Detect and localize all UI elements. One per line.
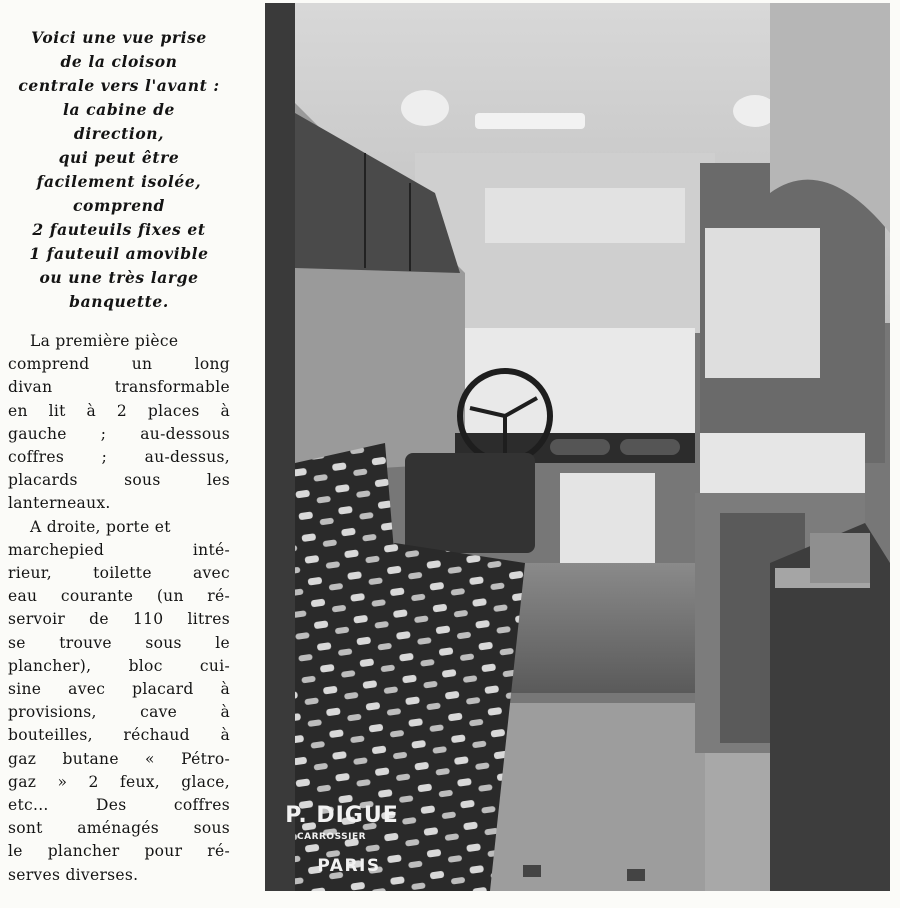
body-line: rieur, toilette avec	[8, 564, 230, 583]
body-line: eau courante (un ré-	[8, 587, 230, 606]
body-line: en lit à 2 places à	[8, 401, 230, 420]
caption-line: facilement isolée,	[36, 172, 202, 191]
body-line: La première pièce	[30, 332, 179, 350]
left-door-frame	[265, 3, 295, 891]
caption-line: ou une très large	[39, 268, 199, 287]
caption-line: qui peut être	[58, 148, 180, 167]
windshield	[425, 328, 695, 448]
body-line: comprend un long	[8, 355, 230, 374]
caption-line: 2 fauteuils fixes et	[32, 220, 206, 239]
caption-line: centrale vers l'avant :	[18, 76, 220, 95]
body-line: lanterneaux.	[8, 494, 111, 513]
mirror-cabinet	[705, 228, 820, 378]
photographer-stamp	[267, 803, 417, 876]
interior-illustration	[265, 3, 890, 891]
caption-line: comprend	[73, 196, 165, 215]
caption-line: de la cloison	[60, 52, 178, 71]
body-line: serves diverses.	[8, 865, 139, 884]
stamp-city: PARIS	[317, 856, 381, 876]
roof-hatch	[485, 188, 685, 243]
floor-hatch	[480, 703, 725, 891]
body-line: bouteilles, réchaud à	[8, 726, 230, 745]
body-line: etc... Des coffres	[8, 796, 230, 815]
body-line: gaz butane « Pétro-	[8, 749, 230, 768]
interior-photo	[265, 3, 890, 891]
roof-light	[475, 113, 585, 129]
caption-line: la cabine de	[63, 100, 175, 119]
ceiling-light-left	[401, 90, 449, 126]
caption-line: Voici une vue prise	[31, 28, 207, 47]
body-line: plancher), bloc cui-	[8, 656, 230, 675]
article-body	[8, 330, 230, 887]
body-line: sont aménagés sous	[8, 819, 230, 838]
stamp-trade: CARROSSIER	[297, 832, 367, 842]
body-line: coffres ; au-dessus,	[8, 448, 230, 467]
body-line: servoir de 110 litres	[8, 610, 230, 629]
stove-burners	[810, 533, 870, 583]
text-column	[8, 26, 230, 887]
body-line: le plancher pour ré-	[8, 842, 230, 861]
body-line: marchepied inté-	[8, 540, 230, 559]
photo-caption	[8, 26, 230, 314]
body-line: gauche ; au-dessous	[8, 424, 230, 443]
caption-line: banquette.	[69, 292, 169, 311]
body-line: gaz » 2 feux, glace,	[8, 772, 230, 791]
body-line: A droite, porte et	[30, 517, 171, 536]
stamp-name: P. DIGUE	[285, 803, 399, 828]
washbasin	[700, 433, 865, 493]
body-line: se trouve sous le	[8, 633, 230, 652]
cabin-floor	[505, 563, 705, 693]
body-line: sine avec placard à	[8, 680, 230, 699]
body-line: placards sous les	[8, 471, 230, 490]
body-line: provisions, cave à	[8, 703, 230, 722]
body-line: divan transformable	[8, 378, 230, 397]
caption-line: 1 fauteuil amovible	[29, 244, 209, 263]
driver-seat	[405, 453, 535, 553]
caption-line: direction,	[73, 124, 165, 143]
